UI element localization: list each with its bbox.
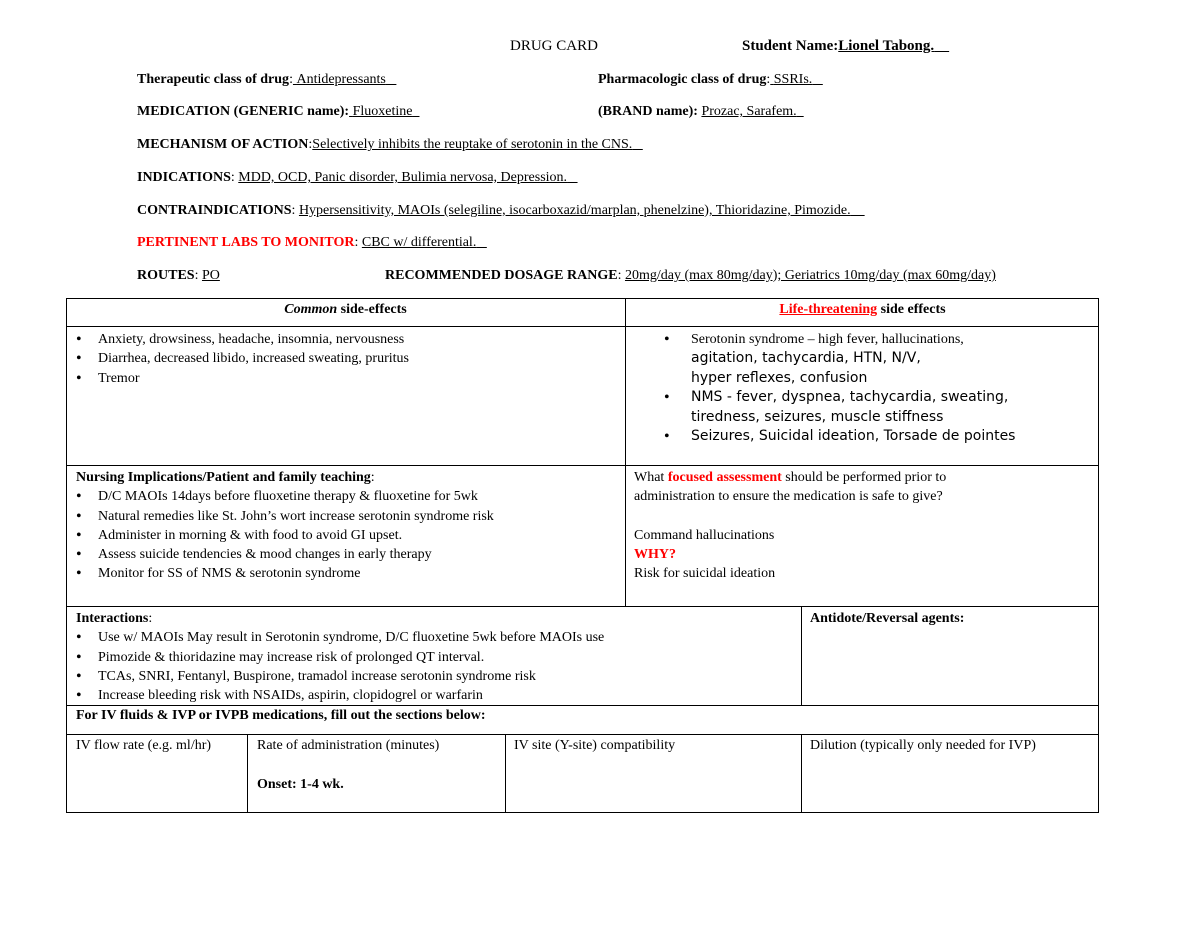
therapeutic-class: Therapeutic class of drug: Antidepressants xyxy=(137,72,386,87)
dosage-label: RECOMMENDED DOSAGE RANGE xyxy=(385,268,618,283)
mechanism-of-action: MECHANISM OF ACTION:Selectively inhibits the reuptake of serotonin in the CNS. xyxy=(137,137,633,152)
life-header-red: Life-threatening xyxy=(779,302,878,317)
life-header-rest: side effects xyxy=(877,302,946,317)
antidote-label: Antidote/Reversal agents: xyxy=(810,611,965,626)
common-side-effects-list xyxy=(40,330,409,388)
nursing-implications-cell xyxy=(76,468,494,584)
iv-flow-rate: IV flow rate (e.g. ml/hr) xyxy=(76,738,212,753)
q-part2: should be performed prior to xyxy=(781,470,947,485)
q-red: focused assessment xyxy=(667,470,782,485)
list-item: • Serotonin syndrome – high fever, hallucinations, xyxy=(664,331,964,348)
card-title: DRUG CARD xyxy=(510,38,598,54)
nursing-colon: : xyxy=(370,470,375,485)
interactions-list xyxy=(40,628,604,705)
table-divider xyxy=(66,326,1099,327)
dosage-value: 20mg/day (max 80mg/day); Geriatrics 10mg/day (max 60mg/day) xyxy=(624,268,996,283)
common-side-effects-header xyxy=(66,302,625,318)
contraindications-value: Hypersensitivity, MAOIs (selegiline, isocarboxazid/marplan, phenelzine), Thioridazine, Pimozide. xyxy=(298,203,851,218)
table-divider xyxy=(66,465,1099,466)
indications: INDICATIONS: MDD, OCD, Panic disorder, Bulimia nervosa, Depression. xyxy=(137,170,568,185)
list-item: • Increase bleeding risk with NSAIDs, aspirin, clopidogrel or warfarin xyxy=(40,686,604,705)
iv-rate-admin: Rate of administration (minutes) xyxy=(257,738,440,753)
list-item: • TCAs, SNRI, Fentanyl, Buspirone, tramadol increase serotonin syndrome risk xyxy=(40,667,604,686)
list-item: • Diarrhea, decreased libido, increased sweating, pruritus xyxy=(40,349,409,368)
life-threatening-header xyxy=(626,302,1099,318)
list-item: • Pimozide & thioridazine may increase risk of prolonged QT interval. xyxy=(40,648,604,667)
table-divider xyxy=(66,734,1099,735)
list-item: • Assess suicide tendencies & mood changes in early therapy xyxy=(40,545,494,564)
common-side-effects-cell xyxy=(40,330,409,388)
moa-label: MECHANISM OF ACTION xyxy=(137,137,309,152)
nursing-title: Nursing Implications/Patient and family teaching xyxy=(76,470,371,485)
generic-label: MEDICATION (GENERIC name): xyxy=(137,104,350,119)
list-item: • Monitor for SS of NMS & serotonin syndrome xyxy=(40,564,494,583)
therapeutic-label: Therapeutic class of drug xyxy=(137,72,290,87)
therapeutic-value: Antidepressants xyxy=(296,72,386,87)
list-item: • Anxiety, drowsiness, headache, insomnia, nervousness xyxy=(40,330,409,349)
moa-value: Selectively inhibits the reuptake of serotonin in the CNS. xyxy=(312,137,633,152)
life-item1-line1: Serotonin syndrome – high fever, hallucinations, xyxy=(691,332,964,347)
table-divider xyxy=(247,734,248,813)
generic-name xyxy=(137,104,419,120)
dosage-range: RECOMMENDED DOSAGE RANGE: 20mg/day (max 80mg/day); Geriatrics 10mg/day (max 60mg/day) xyxy=(385,268,996,283)
contraindications-label: CONTRAINDICATIONS xyxy=(137,203,292,218)
common-header-italic: Common xyxy=(284,302,338,317)
why-answer: Risk for suicidal ideation xyxy=(634,566,776,582)
table-divider xyxy=(505,734,506,813)
labs-value: CBC w/ differential. xyxy=(361,235,477,250)
list-item: • Administer in morning & with food to avoid GI upset. xyxy=(40,526,494,545)
focused-assessment-cell xyxy=(634,468,946,584)
labs-label: PERTINENT LABS TO MONITOR xyxy=(137,235,355,250)
table-divider xyxy=(625,298,626,606)
assessment-question-line2: administration to ensure the medication is safe to give? xyxy=(634,489,943,505)
table-divider xyxy=(801,734,802,813)
life-item3: Seizures, Suicidal ideation, Torsade de pointes xyxy=(691,428,1016,445)
common-header-rest: side-effects xyxy=(337,302,407,317)
student-name xyxy=(742,38,949,54)
interactions-colon: : xyxy=(148,611,153,626)
brand-name xyxy=(598,104,804,120)
nursing-list xyxy=(40,487,494,583)
indications-label: INDICATIONS xyxy=(137,170,231,185)
generic-value: Fluoxetine xyxy=(352,104,413,119)
assessment-question xyxy=(634,468,946,487)
iv-compatibility: IV site (Y-site) compatibility xyxy=(514,738,676,753)
list-item: • Natural remedies like St. John’s wort increase serotonin syndrome risk xyxy=(40,507,494,526)
pharmacologic-value: SSRIs. xyxy=(773,72,813,87)
life-item2-line2: tiredness, seizures, muscle stiffness xyxy=(691,408,944,425)
table-divider xyxy=(66,606,1099,607)
iv-header: For IV fluids & IVP or IVPB medications, fill out the sections below: xyxy=(76,708,486,723)
list-item: • NMS - fever, dyspnea, tachycardia, sweating, xyxy=(664,389,1009,407)
routes: ROUTES: PO xyxy=(137,268,220,283)
life-item1-line2: agitation, tachycardia, HTN, N/V, xyxy=(691,350,921,367)
brand-label: (BRAND name): xyxy=(598,104,698,119)
list-item: • Seizures, Suicidal ideation, Torsade de pointes xyxy=(664,428,1016,446)
iv-onset: Onset: 1-4 wk. xyxy=(257,777,344,792)
q-part1: What xyxy=(634,470,668,485)
pharmacologic-label: Pharmacologic class of drug xyxy=(598,72,767,87)
life-threatening-cell xyxy=(630,330,1015,447)
life-item2-line1: NMS - fever, dyspnea, tachycardia, sweating, xyxy=(691,389,1009,406)
iv-dilution: Dilution (typically only needed for IVP) xyxy=(810,738,1036,753)
contraindications: CONTRAINDICATIONS: Hypersensitivity, MAOIs (selegiline, isocarboxazid/marplan, phenelzine), Thioridazine, Pimozide. xyxy=(137,203,851,218)
routes-label: ROUTES xyxy=(137,268,195,283)
pertinent-labs: PERTINENT LABS TO MONITOR: CBC w/ differential. xyxy=(137,235,477,250)
indications-value: MDD, OCD, Panic disorder, Bulimia nervosa, Depression. xyxy=(238,170,568,185)
table-divider xyxy=(801,606,802,705)
routes-value: PO xyxy=(201,268,220,283)
pharmacologic-class: Pharmacologic class of drug: SSRIs. xyxy=(598,72,813,87)
assessment-answer: Command hallucinations xyxy=(634,527,775,543)
student-name-label: Student Name: xyxy=(742,38,839,54)
list-item: • D/C MAOIs 14days before fluoxetine therapy & fluoxetine for 5wk xyxy=(40,487,494,506)
interactions-title: Interactions xyxy=(76,611,149,626)
student-name-value: Lionel Tabong. xyxy=(838,38,935,54)
why-label: WHY? xyxy=(634,547,676,563)
list-item: • Use w/ MAOIs May result in Serotonin syndrome, D/C fluoxetine 5wk before MAOIs use xyxy=(40,628,604,647)
interactions-cell xyxy=(76,609,604,705)
list-item: • Tremor xyxy=(40,369,409,388)
brand-value: Prozac, Sarafem. xyxy=(701,104,797,119)
life-item1-line3: hyper reflexes, confusion xyxy=(691,369,868,386)
